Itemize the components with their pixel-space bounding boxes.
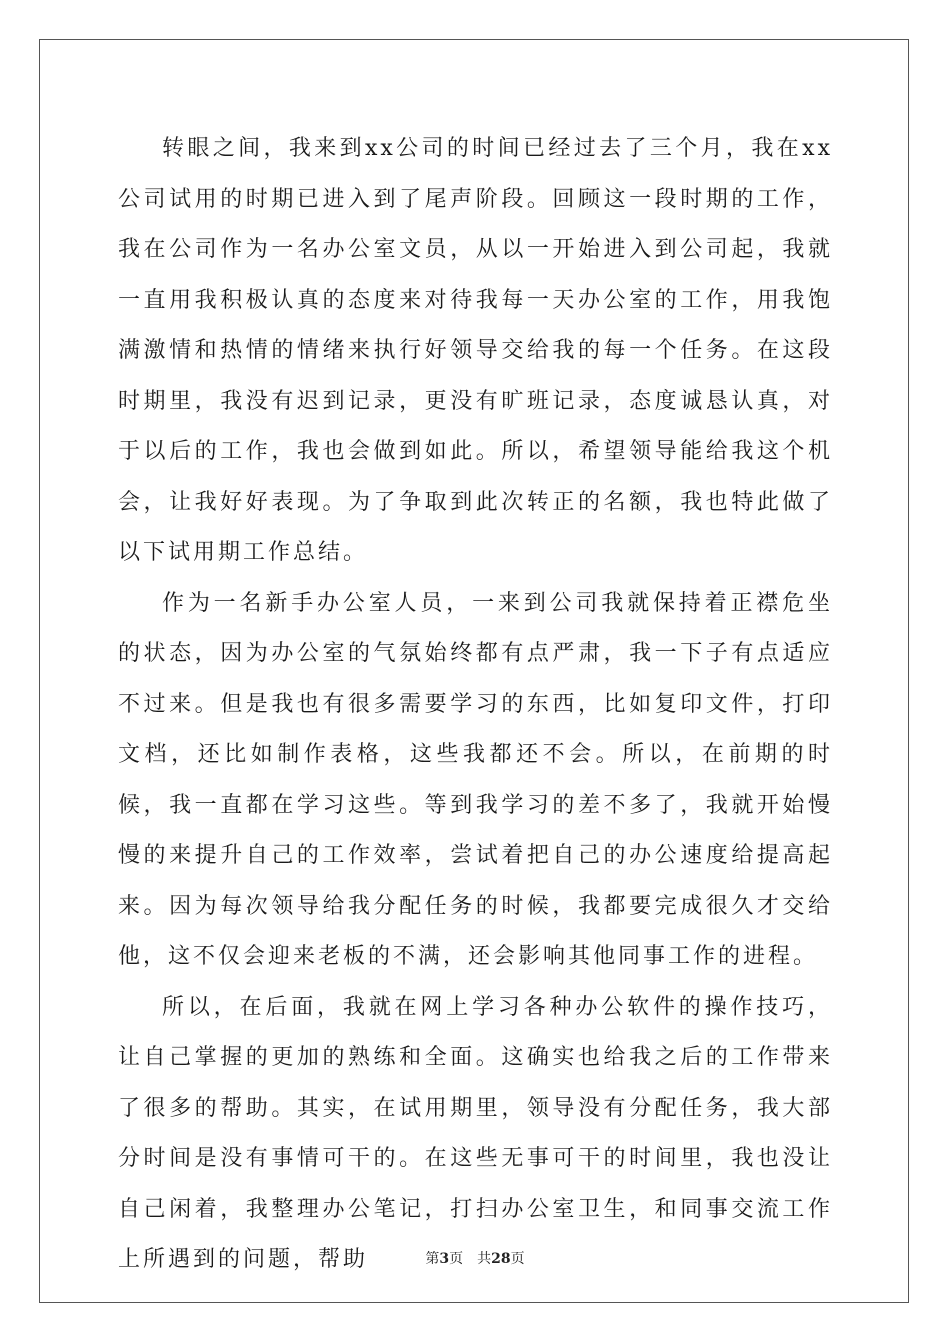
document-body xyxy=(118,124,833,1286)
paragraph: 所以，在后面，我就在网上学习各种办公软件的操作技巧，让自己掌握的更加的熟练和全面。这确实也给我之后的工作带来了很多的帮助。其实，在试用期里，领导没有分配任务，我大部分时间是没有事情可干的。在这些无事可干的时间里，我也没让自己闲着，我整理办公笔记，打扫办公室卫生，和同事交流工作上所遇到的问题，帮助 xyxy=(118,994,833,1272)
page-footer xyxy=(0,1248,950,1268)
paragraph: 作为一名新手办公室人员，一来到公司我就保持着正襟危坐的状态，因为办公室的气氛始终都有点严肃，我一下子有点适应不过来。但是我也有很多需要学习的东西，比如复印文件，打印文档，还比如制作表格，这些我都还不会。所以，在前期的时候，我一直都在学习这些。等到我学习的差不多了，我就开始慢慢的来提升自己的工作效率，尝试着把自己的办公速度给提高起来。因为每次领导给我分配任务的时候，我都要完成很久才交给他，这不仅会迎来老板的不满，还会影响其他同事工作的进程。 xyxy=(118,590,833,969)
paragraph: 转眼之间，我来到xx公司的时间已经过去了三个月，我在xx公司试用的时期已进入到了尾声阶段。回顾这一段时期的工作，我在公司作为一名办公室文员，从以一开始进入到公司起，我就一直用我积极认真的态度来对待我每一天办公室的工作，用我饱满激情和热情的情绪来执行好领导交给我的每一个任务。在这段时期里，我没有迟到记录，更没有旷班记录，态度诚恳认真，对于以后的工作，我也会做到如此。所以，希望领导能给我这个机会，让我好好表现。为了争取到此次转正的名额，我也特此做了以下试用期工作总结。 xyxy=(118,136,833,565)
page-number: 3 xyxy=(439,1251,450,1267)
total-pages: 28 xyxy=(491,1251,511,1267)
page-suffix: 页 xyxy=(449,1251,464,1267)
total-prefix: 共 xyxy=(477,1251,492,1267)
page-prefix: 第 xyxy=(425,1251,440,1267)
total-suffix: 页 xyxy=(510,1251,525,1267)
